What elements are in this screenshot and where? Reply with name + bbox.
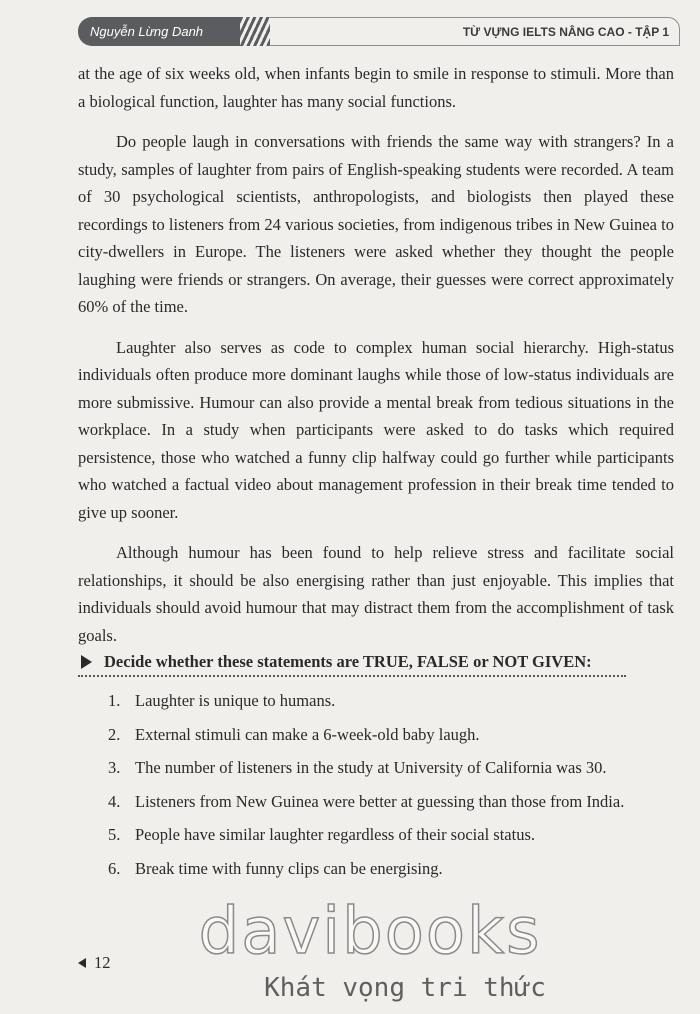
watermark-slogan: Khát vọng tri thức [264, 973, 546, 1003]
paragraph-continuation: at the age of six weeks old, when infants begin to smile in response to stimuli. More than a biological function, laughter has many social functions. [78, 64, 674, 111]
statement-number: 4. [108, 791, 121, 811]
reading-passage [78, 60, 674, 662]
statement-item [108, 788, 678, 822]
bullet-triangle-icon [81, 655, 92, 669]
statement-number: 2. [108, 724, 121, 744]
paragraph-humour-energising: Although humour has been found to help relieve stress and facilitate social relationships, it should be also energising rather than just enjoyable. This implies that individuals should avoid humour that may distract them from the accomplishment of task goals. [78, 543, 674, 645]
statement-item [108, 721, 678, 755]
statement-list [108, 687, 678, 888]
statement-number: 1. [108, 691, 121, 710]
page-number-label: 12 [94, 953, 111, 972]
watermark-brand: davibooks [198, 895, 542, 969]
paragraph-laughter-study: Do people laugh in conversations with friends the same way with strangers? In a study, samples of laughter from pairs of English-speaking students were recorded. A team of 30 psychological scientists, anthropologists, and biologists then played these recordings to listeners from 24 various societies, from indigenous tribes in New Guinea to city-dwellers in Europe. The listeners were asked whether they thought the people laughing were friends or strangers. On average, their guesses were correct approximately 60% of the time. [78, 132, 674, 316]
statement-item [108, 821, 678, 855]
statement-text: External stimuli can make a 6-week-old baby laugh. [135, 724, 480, 744]
statement-text: Listeners from New Guinea were better at guessing than those from India. [135, 791, 625, 811]
statement-text: Break time with funny clips can be energising. [135, 858, 443, 878]
page-arrow-icon [78, 958, 86, 968]
statement-number: 6. [108, 858, 121, 878]
series-title: TỪ VỰNG IELTS NÂNG CAO - TẬP 1 [270, 17, 680, 46]
statement-number: 3. [108, 758, 121, 777]
statement-text: Laughter is unique to humans. [135, 691, 336, 710]
statement-text: People have similar laughter regardless of their social status. [135, 825, 536, 844]
header-stripe-decoration [240, 17, 270, 46]
statement-number: 5. [108, 825, 121, 844]
page-number [78, 953, 111, 973]
author-name: Nguyễn Lừng Danh [78, 17, 240, 46]
statement-item [108, 855, 678, 889]
exercise-instruction: Decide whether these statements are TRUE, FALSE or NOT GIVEN: [104, 652, 592, 671]
statement-item [108, 754, 678, 788]
statement-item [108, 687, 678, 721]
paragraph-social-hierarchy: Laughter also serves as code to complex human social hierarchy. High-status individuals often produce more dominant laughs while those of low-status individuals are more submissive. Humour can also provide a mental break from tedious situations in the workplace. In a study when participants were asked to do tasks which required persistence, those who watched a funny clip halfway could go further while participants who watched a factual video about management profession in their break time tended to give up sooner. [78, 337, 674, 522]
running-header [78, 17, 680, 46]
exercise-heading [78, 652, 626, 677]
statement-text: The number of listeners in the study at University of California was 30. [135, 758, 607, 777]
